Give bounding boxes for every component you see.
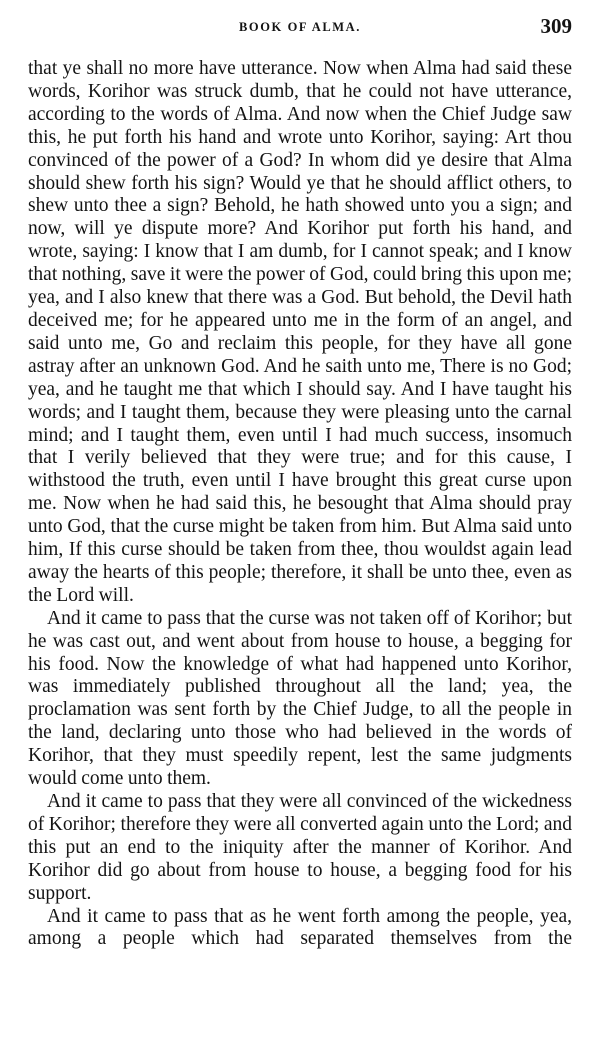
page-number: 309 (540, 14, 572, 38)
body-text (28, 58, 572, 951)
paragraph-curse-not-removed: And it came to pass that the curse was not taken off of Korihor; but he was cast out, and went about from house to house, a begging for his food. Now the knowledge of what had happened unto Korihor, was immediately published throughout all the land; yea, the proclamation was sent forth by the Chief Judge, to all the people in the land, declaring unto those who had believed in the words of Korihor, that they must speedily repent, lest the same judgments would come unto them. (28, 607, 572, 790)
paragraph-people-converted: And it came to pass that they were all convinced of the wickedness of Korihor; therefore they were all converted again unto the Lord; and this put an end to the iniquity after the manner of Korihor. And Korihor did go about from house to house, a begging food for his support. (28, 791, 572, 904)
running-head (28, 14, 572, 38)
paragraph-among-the-people: And it came to pass that as he went forth among the people, yea, among a people which had separated themselves from the (28, 905, 572, 950)
paragraph-continued: that ye shall no more have utterance. Now when Alma had said these words, Korihor was struck dumb, that he could not have utterance, according to the words of Alma. And now when the Chief Judge saw this, he put forth his hand and wrote unto Korihor, saying: Art thou convinced of the power of a God? In whom did ye desire that Alma should shew forth his sign? Would ye that he should afflict others, to shew unto thee a sign? Behold, he hath showed unto you a sign; and now, will ye dispute more? And Korihor put forth his hand, and wrote, saying: I know that I am dumb, for I cannot speak; and I know that nothing, save it were the power of God, could bring this upon me; yea, and I also knew that there was a God. But behold, the Devil hath deceived me; for he appeared unto me in the form of an angel, and said unto me, Go and reclaim this people, for they have all gone astray after an unknown God. And he saith unto me, There is no God; yea, and he taught me that which I should say. And I have taught his words; and I taught them, because they were pleasing unto the carnal mind; and I taught them, even until I had much success, insomuch that I verily believed that they were true; and for this cause, I withstood the truth, even until I have brought this great curse upon me. Now when he had said this, he besought that Alma should pray unto God, that the curse might be taken from him. But Alma said unto him, If this curse should be taken from thee, thou wouldst again lead away the hearts of this people; therefore, it shall be unto thee, even as the Lord will. (28, 58, 572, 606)
running-title: BOOK OF ALMA. (238, 20, 362, 34)
